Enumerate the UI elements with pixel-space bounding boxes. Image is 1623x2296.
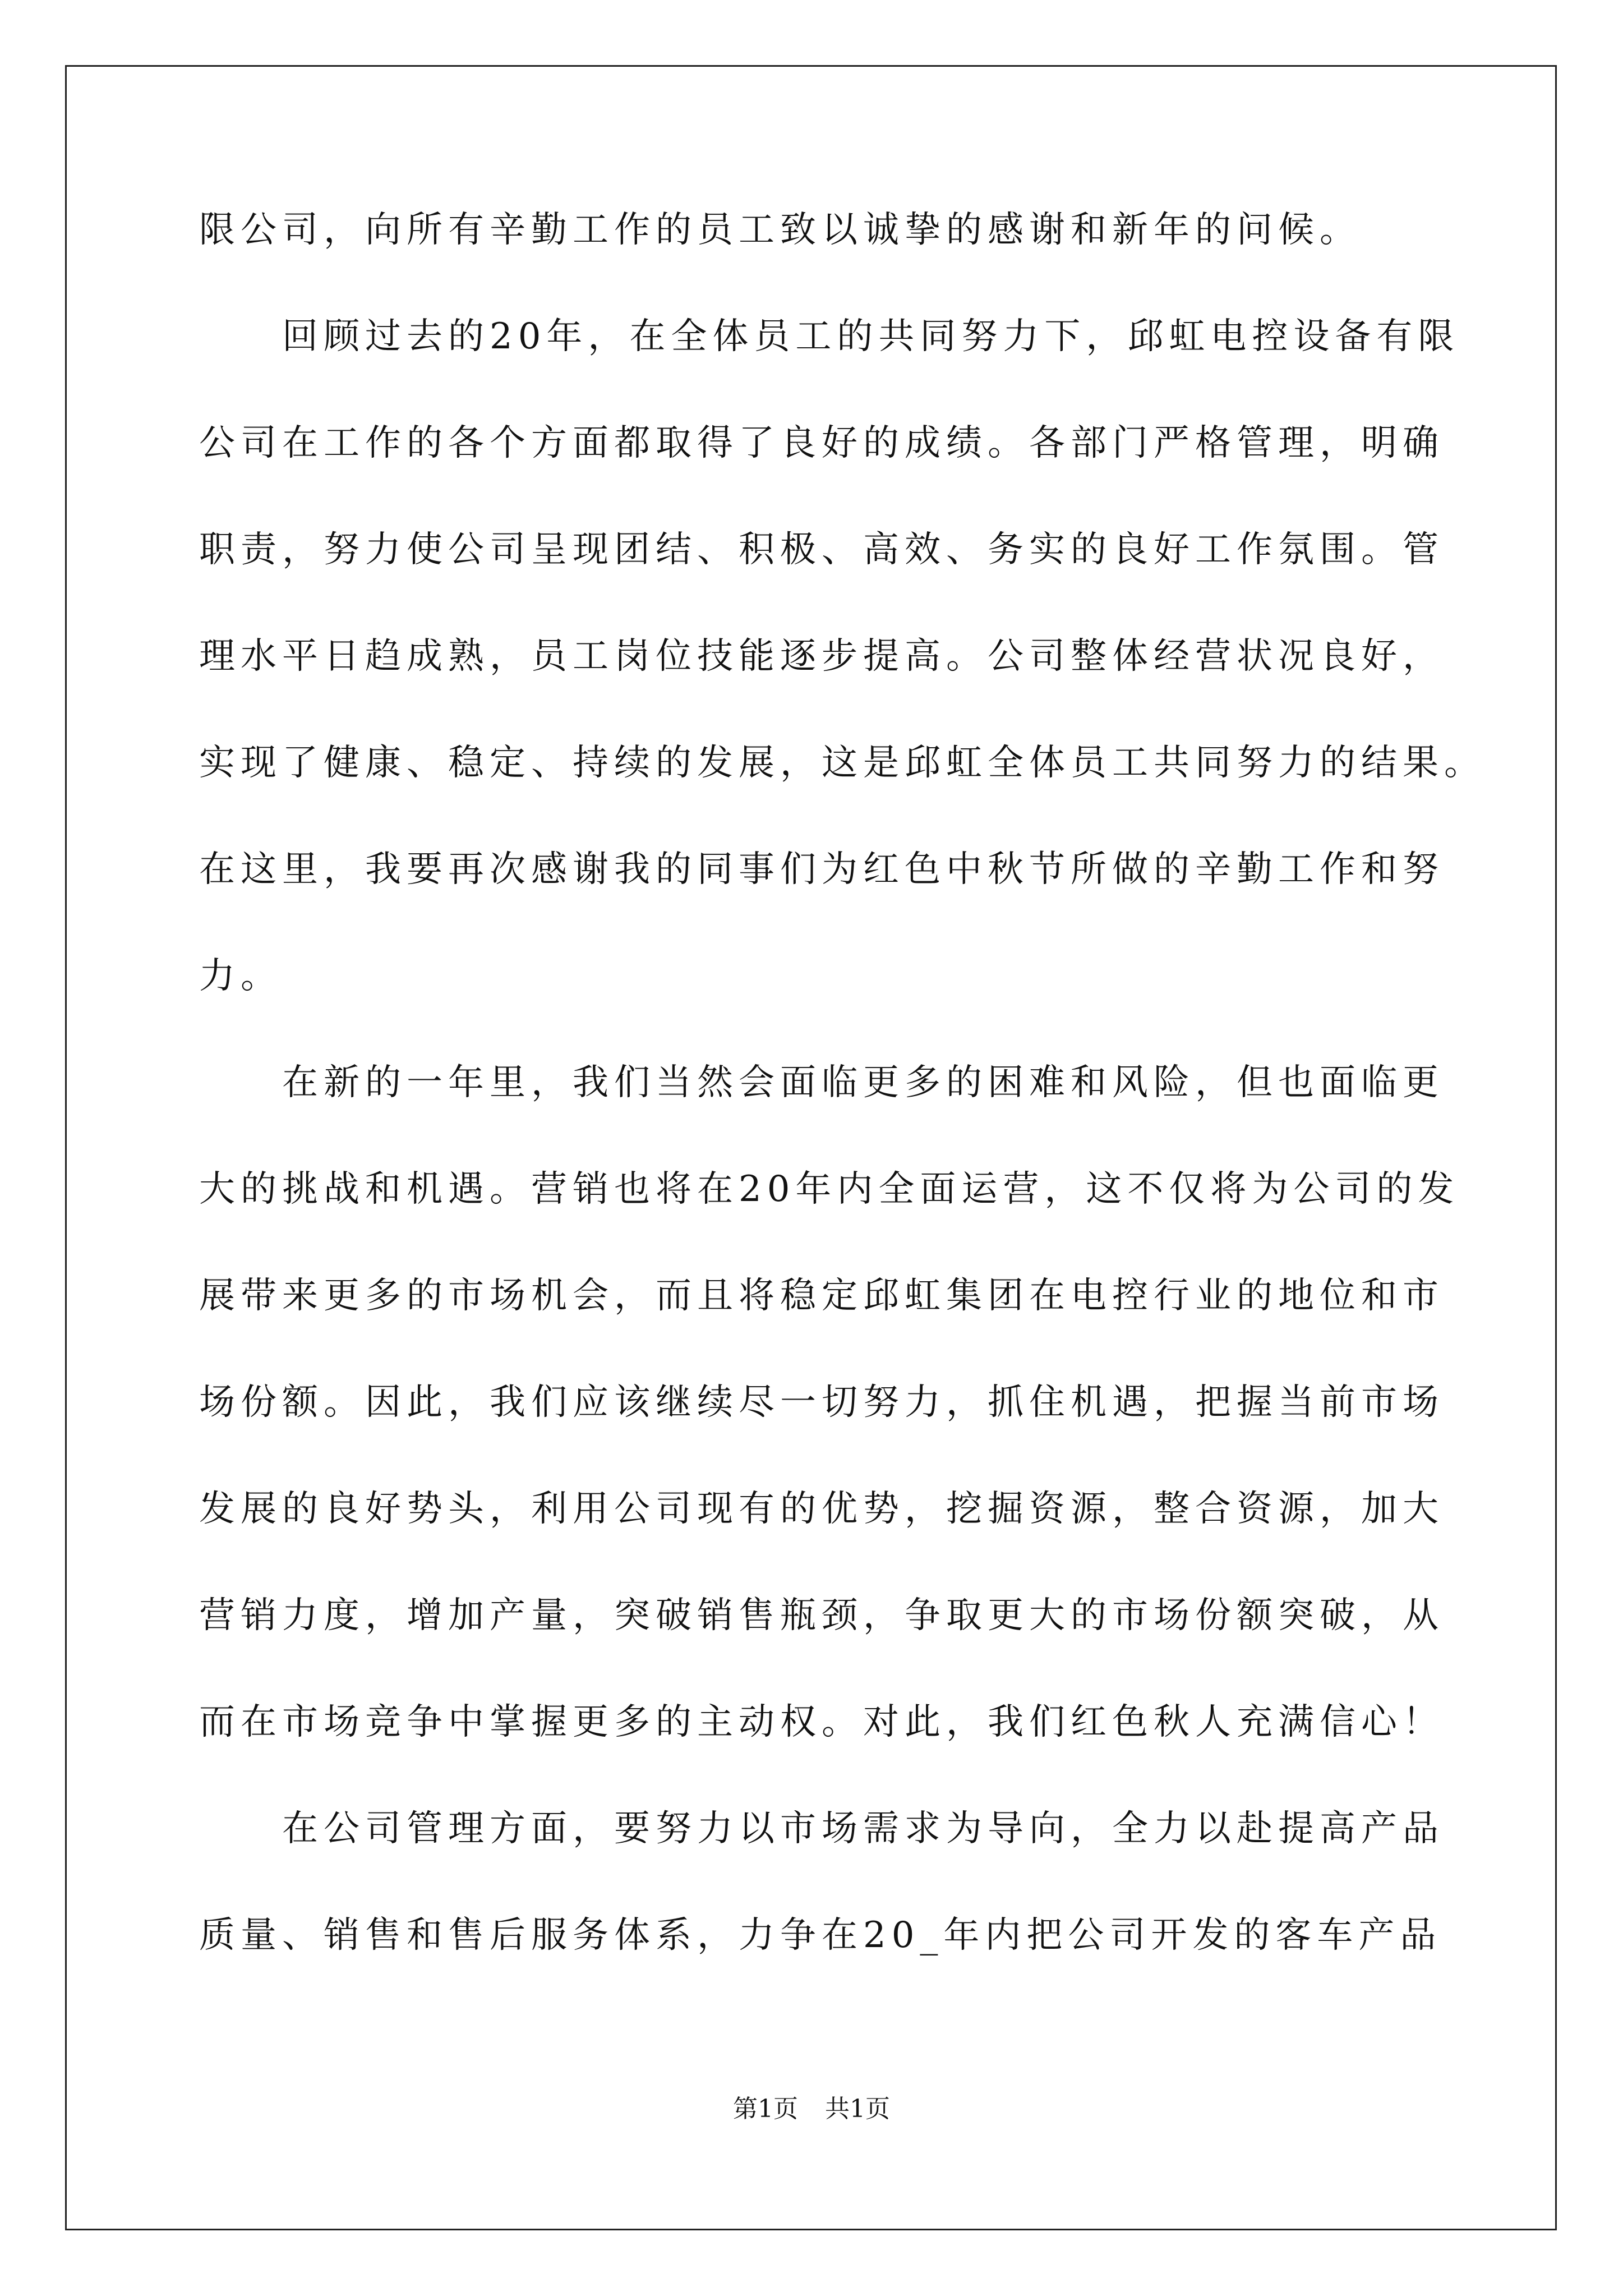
text-line: 发展的良好势头，利用公司现有的优势，挖掘资源，整合资源，加大 bbox=[199, 1488, 1444, 1530]
paragraph-first-line: 在新的一年里，我们当然会面临更多的困难和风险，但也面临更 bbox=[282, 1062, 1444, 1103]
text-line: 限公司，向所有辛勤工作的员工致以诚挚的感谢和新年的问候。 bbox=[199, 209, 1361, 251]
page-border bbox=[65, 65, 1557, 2230]
text-line: 展带来更多的市场机会，而且将稳定邱虹集团在电控行业的地位和市 bbox=[199, 1275, 1444, 1317]
text-line: 职责，努力使公司呈现团结、积极、高效、务实的良好工作氛围。管 bbox=[199, 529, 1444, 570]
text-line: 营销力度，增加产量，突破销售瓶颈，争取更大的市场份额突破，从 bbox=[199, 1595, 1444, 1636]
text-line: 质量、销售和售后服务体系，力争在20_年内把公司开发的客车产品 bbox=[199, 1915, 1442, 1956]
text-line: 理水平日趋成熟，员工岗位技能逐步提高。公司整体经营状况良好， bbox=[199, 636, 1444, 677]
text-line: 场份额。因此，我们应该继续尽一切努力，抓住机遇，把握当前市场 bbox=[199, 1382, 1444, 1423]
text-line: 公司在工作的各个方面都取得了良好的成绩。各部门严格管理，明确 bbox=[199, 422, 1444, 464]
page-footer bbox=[0, 2092, 1623, 2126]
paragraph-first-line: 在公司管理方面，要努力以市场需求为导向，全力以赴提高产品 bbox=[282, 1808, 1444, 1849]
text-line: 大的挑战和机遇。营销也将在20年内全面运营，这不仅将为公司的发 bbox=[199, 1168, 1460, 1210]
text-line: 实现了健康、稳定、持续的发展，这是邱虹全体员工共同努力的结果。 bbox=[199, 742, 1486, 784]
text-line: 在这里，我要再次感谢我的同事们为红色中秋节所做的辛勤工作和努 bbox=[199, 849, 1444, 890]
page-total: 共1页 bbox=[825, 2095, 890, 2123]
text-line: 力。 bbox=[199, 955, 282, 997]
paragraph-first-line: 回顾过去的20年，在全体员工的共同努力下，邱虹电控设备有限 bbox=[282, 316, 1460, 357]
text-line: 而在市场竞争中掌握更多的主动权。对此，我们红色秋人充满信心！ bbox=[199, 1701, 1444, 1743]
page-number: 第1页 bbox=[733, 2095, 798, 2123]
